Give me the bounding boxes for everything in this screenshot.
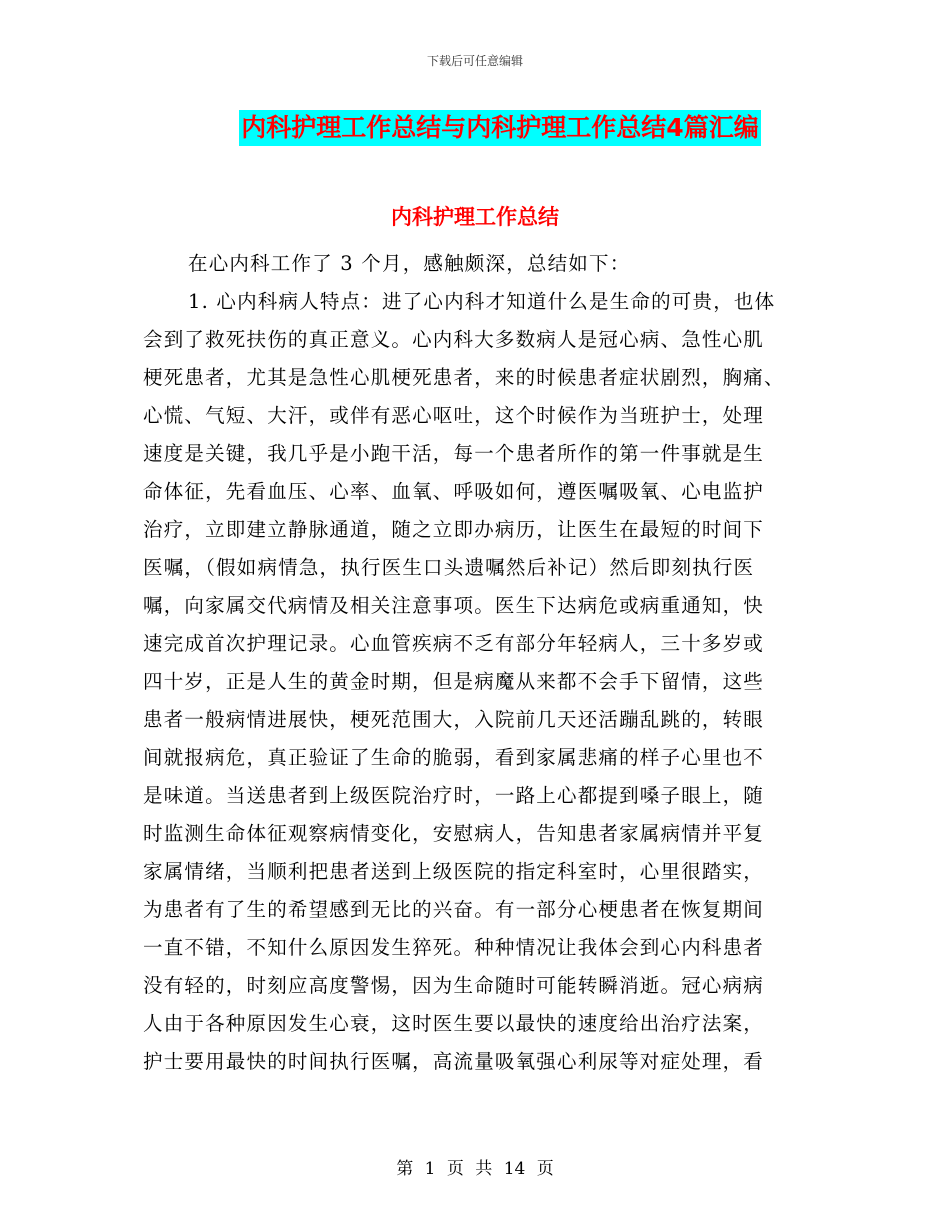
paragraph-line: 命体征，先看血压、心率、血氧、呼吸如何，遵医嘱吸氧、心电监护 bbox=[143, 480, 765, 503]
paragraph-line: 速完成首次护理记录。心血管疾病不乏有部分年轻病人，三十多岁或 bbox=[143, 632, 765, 655]
paragraph-line: 四十岁，正是人生的黄金时期，但是病魔从来都不会手下留情，这些 bbox=[143, 670, 765, 693]
paragraph-line: 速度是关键，我几乎是小跑干活，每一个患者所作的第一件事就是生 bbox=[143, 442, 765, 465]
paragraph-line: 在心内科工作了 3 个月，感触颇深，总结如下： bbox=[188, 252, 631, 275]
page-number: 第 1 页 共 14 页 bbox=[396, 1159, 554, 1179]
paragraph-line: 为患者有了生的希望感到无比的兴奋。有一部分心梗患者在恢复期间 bbox=[143, 898, 765, 921]
paragraph-line: 嘱，向家属交代病情及相关注意事项。医生下达病危或病重通知，快 bbox=[143, 594, 765, 617]
paragraph-line: 人由于各种原因发生心衰，这时医生要以最快的速度给出治疗法案， bbox=[143, 1012, 765, 1035]
paragraph-line: 时监测生命体征观察病情变化，安慰病人，告知患者家属病情并平复 bbox=[143, 822, 765, 845]
paragraph-line: 患者一般病情进展快，梗死范围大，入院前几天还活蹦乱跳的，转眼 bbox=[143, 708, 765, 731]
paragraph-line: 家属情绪，当顺利把患者送到上级医院的指定科室时，心里很踏实， bbox=[143, 860, 765, 883]
paragraph-line: 会到了救死扶伤的真正意义。心内科大多数病人是冠心病、急性心肌 bbox=[143, 328, 765, 351]
page-header-note: 下载后可任意编辑 bbox=[426, 54, 523, 68]
paragraph-line: 心慌、气短、大汗，或伴有恶心呕吐，这个时候作为当班护士，处理 bbox=[143, 404, 765, 427]
document-title: 内科护理工作总结与内科护理工作总结4篇汇编 bbox=[239, 110, 760, 146]
paragraph-line: 间就报病危，真正验证了生命的脆弱，看到家属悲痛的样子心里也不 bbox=[143, 746, 765, 769]
paragraph-line: 治疗，立即建立静脉通道，随之立即办病历，让医生在最短的时间下 bbox=[143, 518, 765, 541]
document-title-container bbox=[0, 110, 950, 146]
paragraph-line: 是味道。当送患者到上级医院治疗时，一路上心都提到嗓子眼上，随 bbox=[143, 784, 765, 807]
section-title: 内科护理工作总结 bbox=[391, 205, 559, 229]
paragraph-line: 护士要用最快的时间执行医嘱，高流量吸氧强心利尿等对症处理，看 bbox=[143, 1050, 765, 1073]
paragraph-line: 梗死患者，尤其是急性心肌梗死患者，来的时候患者症状剧烈，胸痛、 bbox=[143, 366, 785, 389]
body-text bbox=[143, 245, 803, 1081]
paragraph-line: 1. 心内科病人特点：进了心内科才知道什么是生命的可贵，也体 bbox=[188, 290, 776, 313]
paragraph-line: 一直不错，不知什么原因发生猝死。种种情况让我体会到心内科患者 bbox=[143, 936, 765, 959]
paragraph-line: 医嘱，（假如病情急，执行医生口头遗嘱然后补记）然后即刻执行医 bbox=[143, 556, 755, 579]
paragraph-line: 没有轻的，时刻应高度警惕，因为生命随时可能转瞬消逝。冠心病病 bbox=[143, 974, 765, 997]
